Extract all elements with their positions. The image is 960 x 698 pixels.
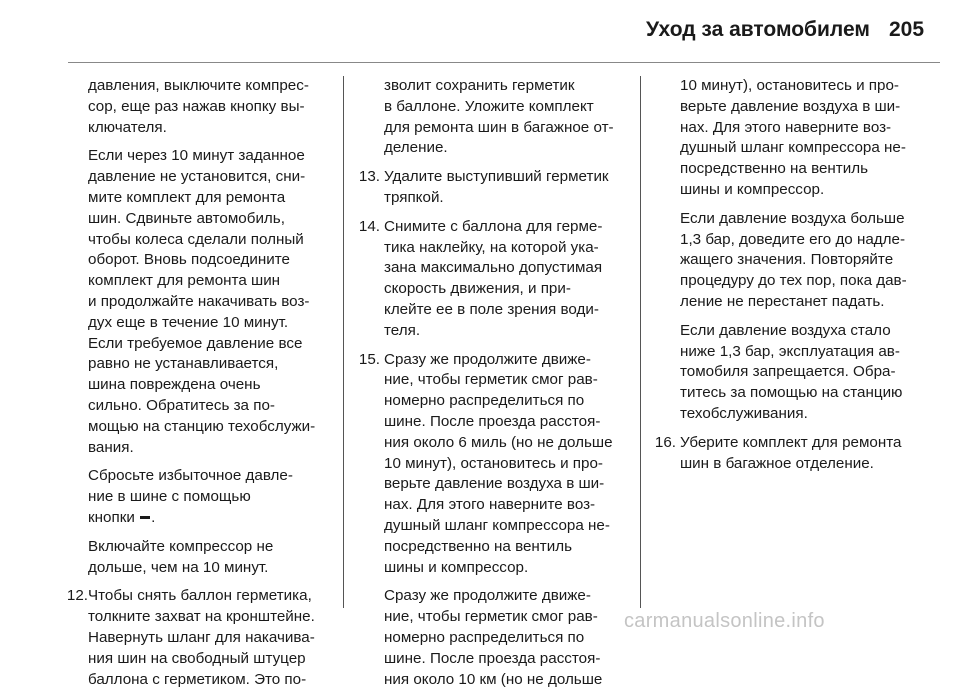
paragraph	[88, 466, 326, 528]
text: Включайте компрессор не дольше, чем на 10 минут.	[88, 537, 274, 576]
paragraph	[384, 586, 636, 690]
text: зволит сохранить герметик в баллоне. Уложите комплект для ремонта шин в багажное от- деление.	[384, 77, 614, 157]
item-number: 14.	[358, 217, 380, 235]
list-item	[358, 350, 636, 579]
item-number: 13.	[358, 168, 380, 186]
paragraph	[88, 76, 326, 138]
list-item	[654, 433, 942, 475]
item-text: Сразу же продолжите движе- ние, чтобы герметик смог рав- номерно распределиться по шине. После проезда расстоя- ния около 6 миль (но не дольше 10 минут), остановитесь и про- верьте давление воздуха в ши- нах. Для этого наверните воз- душный шланг компрессора не- посредственно на вентиль шины и компрессор.	[384, 350, 613, 576]
paragraph	[384, 76, 636, 159]
column-divider	[640, 76, 641, 608]
text: Сбросьте избыточное давле- ние в шине с помощью кнопки	[88, 467, 293, 526]
list-item	[358, 217, 636, 342]
item-number: 15.	[358, 350, 380, 368]
text: давления, выключите компрес- сор, еще раз нажав кнопку вы- ключателя.	[88, 77, 309, 136]
text: Если давление воздуха больше 1,3 бар, доведите его до надле- жащего значения. Повторяйте процедуру до тех пор, пока дав- ление не перестанет падать.	[680, 209, 907, 310]
column-2	[358, 76, 636, 698]
list-item	[358, 167, 636, 209]
column-1	[66, 76, 326, 698]
paragraph	[680, 209, 942, 313]
column-divider	[343, 76, 344, 608]
watermark: carmanualsonline.info	[624, 610, 825, 632]
paragraph	[680, 76, 942, 201]
paragraph	[680, 321, 942, 425]
item-number: 12.	[66, 587, 88, 605]
item-number: 16.	[654, 433, 676, 451]
page-number: 205	[889, 18, 925, 41]
column-3	[654, 76, 942, 482]
minus-icon	[140, 516, 150, 519]
page-title: Уход за автомобилем	[646, 18, 870, 41]
text: Если через 10 минут заданное давление не установится, сни- мите комплект для ремонта шин. Сдвиньте автомобиль, чтобы колеса сделали полный оборот. Вновь подсоедините комплект для ремонта шин и продолжайте накачивать воз- дух еще в течение 10 минут. Если требуемое давление все равно не устанавливается, шина повреждена очень сильно. Обратитесь за по- мощью на станцию техобслужи- вания.	[88, 147, 316, 456]
text: .	[151, 508, 156, 526]
text: Если давление воздуха стало ниже 1,3 бар, эксплуатация ав- томобиля запрещается. Обра- титесь за помощью на станцию техобслуживания.	[680, 321, 903, 422]
item-text: Удалите выступивший герметик тряпкой.	[384, 168, 609, 206]
item-text: Уберите комплект для ремонта шин в багажное отделение.	[680, 433, 902, 472]
paragraph	[88, 146, 326, 458]
item-text: Снимите с баллона для герме- тика наклейку, на которой ука- зана максимально допустимая скорость движения, и при- клейте ее в поле зрения води- теля.	[384, 217, 603, 339]
header-rule	[68, 62, 940, 63]
text: 10 минут), остановитесь и про- верьте давление воздуха в ши- нах. Для этого наверните воз- душный шланг компрессора не- посредственно на вентиль шины и компрессор.	[680, 77, 906, 198]
item-text: Чтобы снять баллон герметика, толкните захват на кронштейне. Навернуть шланг для накачива- ния шин на свободный штуцер баллона с герметиком. Это по-	[88, 587, 315, 688]
list-item	[66, 586, 326, 690]
paragraph	[88, 537, 326, 579]
text: Сразу же продолжите движе- ние, чтобы герметик смог рав- номерно распределиться по шине. После проезда расстоя- ния около 10 км (но не дольше	[384, 587, 603, 688]
